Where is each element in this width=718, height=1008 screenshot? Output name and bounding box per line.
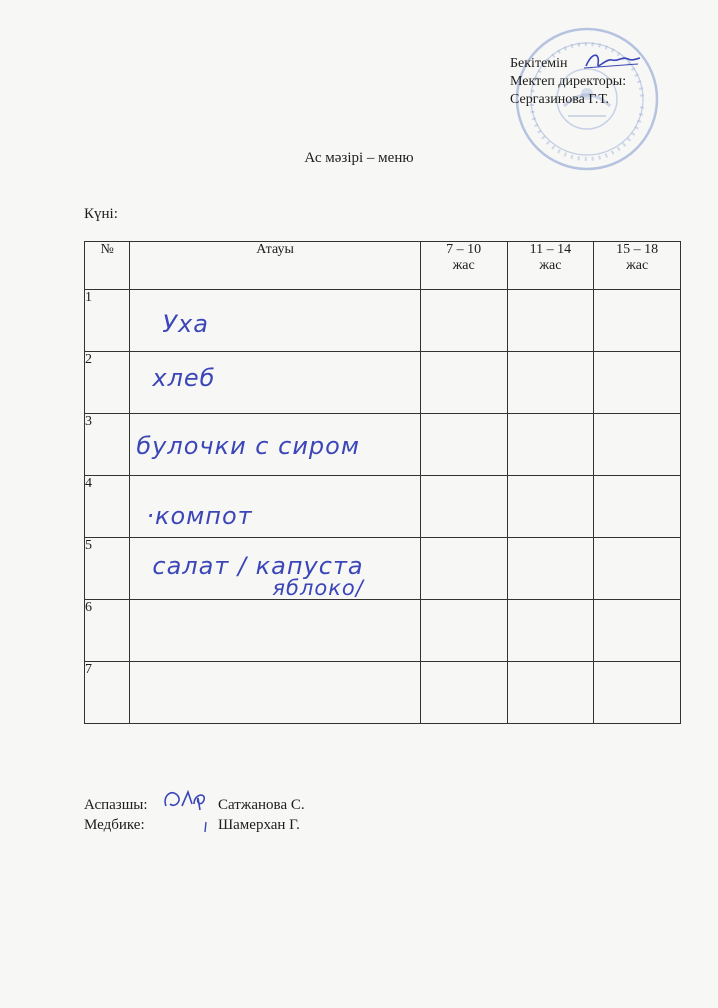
table-row — [85, 476, 681, 538]
table-row — [85, 538, 681, 600]
row-item-cell — [130, 538, 420, 600]
row-number: 1 — [85, 290, 130, 352]
row-item-handwritten: Уха — [162, 310, 209, 338]
row-age-15-18-cell — [594, 290, 681, 352]
row-age-11-14-cell — [507, 290, 594, 352]
row-age-15-18-cell — [594, 662, 681, 724]
director-signature — [582, 50, 642, 72]
row-item-cell — [130, 414, 420, 476]
row-age-11-14-cell — [507, 414, 594, 476]
row-item-cell — [130, 476, 420, 538]
header-age-7-10 — [420, 242, 507, 290]
cook-name: Сатжанова С. — [218, 797, 305, 813]
menu-table — [84, 241, 681, 724]
row-number: 4 — [85, 476, 130, 538]
table-row — [85, 600, 681, 662]
row-age-7-10-cell — [420, 352, 507, 414]
row-item-handwritten: салат / капуста — [152, 552, 364, 580]
header-age-11-14 — [507, 242, 594, 290]
table-row — [85, 662, 681, 724]
row-item-handwritten: булочки с сиром — [136, 432, 360, 460]
row-number: 6 — [85, 600, 130, 662]
row-age-7-10-cell — [420, 600, 507, 662]
table-row — [85, 290, 681, 352]
row-age-7-10-cell — [420, 290, 507, 352]
row-age-7-10-cell — [420, 476, 507, 538]
nurse-signature — [200, 820, 212, 834]
row-number: 3 — [85, 414, 130, 476]
table-header-row — [85, 242, 681, 290]
row-number: 7 — [85, 662, 130, 724]
row-number: 2 — [85, 352, 130, 414]
cook-role-label: Аспазшы: — [84, 797, 148, 813]
row-number: 5 — [85, 538, 130, 600]
row-age-7-10-cell — [420, 414, 507, 476]
row-age-7-10-cell — [420, 662, 507, 724]
row-age-11-14-cell — [507, 476, 594, 538]
row-item-handwritten: ·компот — [146, 502, 253, 530]
row-age-15-18-cell — [594, 476, 681, 538]
table-row — [85, 352, 681, 414]
header-age-15-18-range: 15 – 18 — [616, 242, 659, 257]
date-label: Күні: — [84, 206, 118, 222]
row-item-handwritten-second-line: яблоко/ — [272, 576, 364, 600]
row-age-15-18-cell — [594, 414, 681, 476]
row-age-15-18-cell — [594, 538, 681, 600]
nurse-role-label: Медбике: — [84, 817, 145, 833]
row-age-11-14-cell — [507, 538, 594, 600]
cook-signature — [160, 786, 214, 812]
row-age-11-14-cell — [507, 600, 594, 662]
header-age-15-18-unit: жас — [626, 258, 649, 273]
row-item-cell — [130, 662, 420, 724]
header-age-7-10-range: 7 – 10 — [446, 242, 482, 257]
row-age-11-14-cell — [507, 662, 594, 724]
approval-line-director-name: Сергазинова Г.Т. — [510, 92, 609, 107]
header-age-11-14-range: 11 – 14 — [529, 242, 572, 257]
page-title: Ас мәзірі – меню — [304, 150, 414, 166]
row-age-7-10-cell — [420, 538, 507, 600]
header-age-11-14-unit: жас — [539, 258, 562, 273]
row-item-cell — [130, 600, 420, 662]
header-name: Атауы — [130, 242, 420, 290]
row-item-cell — [130, 352, 420, 414]
table-row — [85, 414, 681, 476]
approval-line-approve: Бекітемін — [510, 56, 568, 71]
header-age-15-18 — [594, 242, 681, 290]
header-age-7-10-unit: жас — [452, 258, 475, 273]
approval-line-position: Мектеп директоры: — [510, 74, 627, 89]
row-item-cell — [130, 290, 420, 352]
header-number: № — [85, 242, 130, 290]
row-age-15-18-cell — [594, 600, 681, 662]
row-age-11-14-cell — [507, 352, 594, 414]
row-item-handwritten: хлеб — [152, 364, 216, 392]
row-age-15-18-cell — [594, 352, 681, 414]
nurse-name: Шамерхан Г. — [218, 817, 300, 833]
